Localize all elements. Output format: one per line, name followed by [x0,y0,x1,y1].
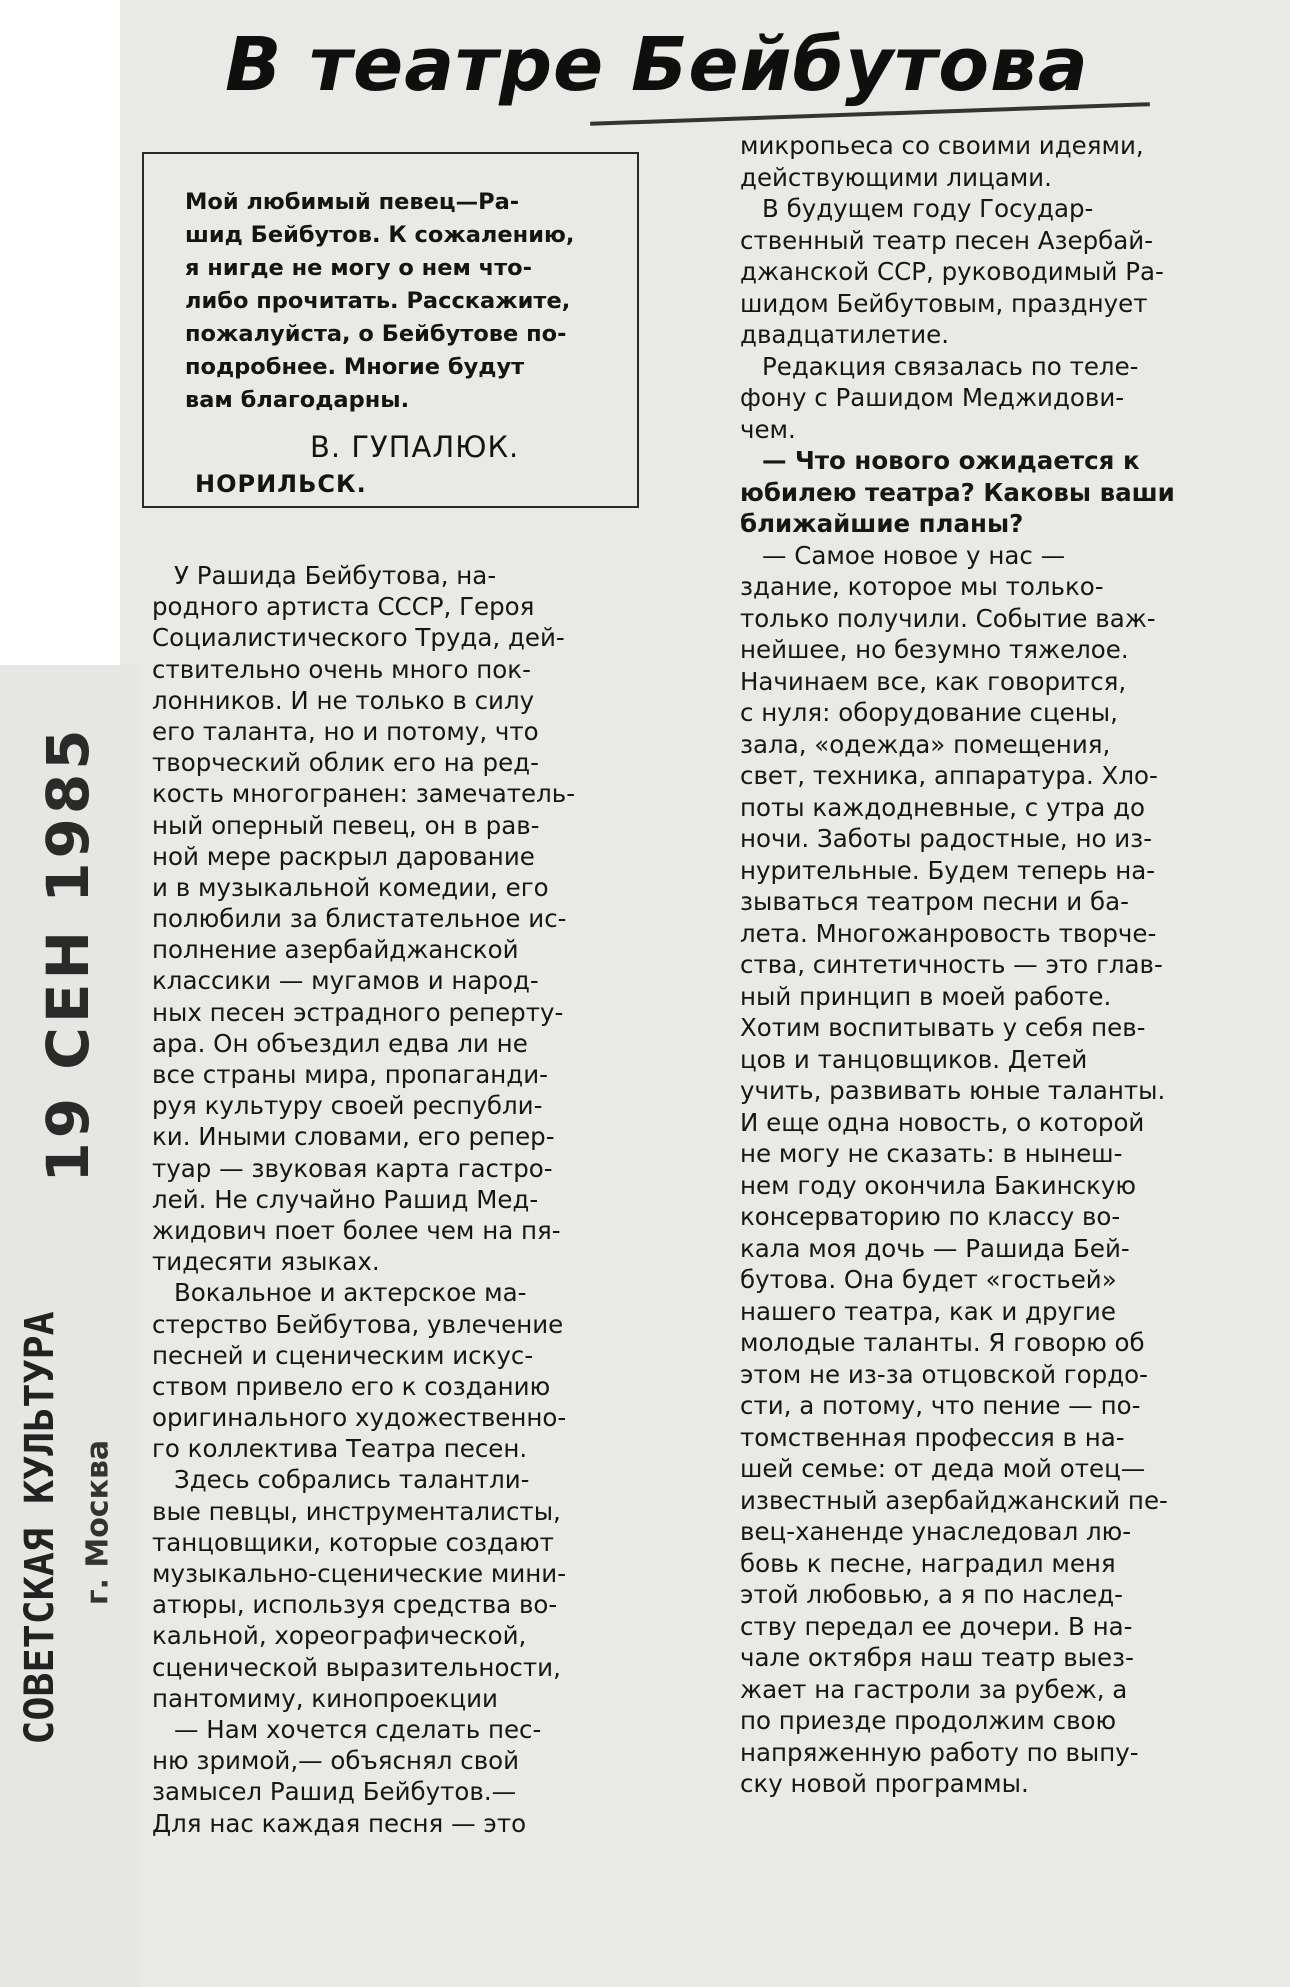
article-line: стерство Бейбутова, увлечение [152,1309,564,1339]
article-line: жает на гастроли за рубеж, а [740,1674,1128,1704]
article-line: У Рашида Бейбутова, на- [174,561,497,590]
article-line: кала моя дочь — Рашида Бей- [740,1233,1130,1263]
article-line: ночи. Заботы радостные, но из- [740,824,1153,853]
article-line: кость многогранен: замечатель- [152,779,576,809]
article-line: творческий облик его на ред- [152,748,539,778]
letter-line: либо прочитать. Расскажите, [185,288,571,314]
article-line: зываться театром песни и ба- [740,887,1129,916]
article-column-left [152,560,657,1839]
article-line: — Нам хочется сделать пес- [174,1714,542,1744]
article-line: только получили. Событие важ- [740,603,1156,633]
article-line: нем году окончила Бакинскую [740,1170,1137,1200]
article-line: музыкально-сценические мини- [152,1559,567,1588]
article-line: пантомиму, кинопроекции [152,1683,498,1713]
article-line: учить, развивать юные таланты. [740,1076,1166,1105]
article-line: сценической выразительности, [152,1652,561,1682]
article-line: полнение азербайджанской [152,935,519,965]
article-line: Вокальное и актерское ма- [174,1278,527,1308]
article-line: бутова. Она будет «гостьей» [740,1265,1117,1294]
article-line: — Самое новое у нас — [762,540,1066,570]
article-line: жидович поет более чем на пя- [152,1215,561,1245]
article-line: Хотим воспитывать у себя пев- [740,1013,1146,1042]
stamp-date: 19 СЕН 1985 [34,725,102,1183]
article-line: напряженную работу по выпу- [740,1737,1139,1767]
article-line: поты каждодневные, с утра до [740,792,1146,822]
article-line: танцовщики, которые создают [152,1527,554,1557]
article-line: фону с Рашидом Меджидови- [740,383,1125,412]
stamp-source: СОВЕТСКАЯ КУЛЬТУРА [17,1311,63,1745]
article-line: ара. Он объездил едва ли не [152,1028,528,1058]
article-line: И еще одна новость, о которой [740,1107,1145,1137]
article-line: не могу не сказать: в нынеш- [740,1139,1123,1168]
article-line: ной мере раскрыл дарование [152,841,535,871]
letter-line: Мой любимый певец—Ра- [185,189,520,215]
letter-city: НОРИЛЬСК. [195,470,367,498]
article-line: Здесь собрались талантли- [174,1465,530,1495]
article-line: ки. Иными словами, его репер- [152,1122,555,1152]
article-line: шей семье: от деда мой отец— [740,1454,1146,1483]
letter-line: я нигде не могу о нем что- [185,255,532,281]
article-line: ственный театр песен Азербай- [740,225,1154,255]
article-line: родного артиста СССР, Героя [152,592,535,622]
article-line: ню зримой,— объяснял свой [152,1746,520,1776]
letter-author: В. ГУПАЛЮК. [310,430,520,464]
article-line: и в музыкальной комедии, его [152,872,549,902]
article-line: ный принцип в моей работе. [740,981,1112,1011]
article-line: свет, техника, аппаратура. Хло- [740,761,1158,790]
article-line: томственная профессия в на- [740,1422,1125,1452]
article-line: песней и сценическим искус- [152,1340,534,1370]
article-line: чем. [740,414,796,444]
article-line: все страны мира, пропаганди- [152,1060,548,1089]
article-line: ствительно очень много пок- [152,654,531,684]
article-line: В будущем году Государ- [762,194,1094,223]
date-stamp [18,690,118,1780]
article-line: нурительные. Будем теперь на- [740,855,1156,885]
article-line: здание, которое мы только- [740,572,1104,601]
article-line: цов и танцовщиков. Детей [740,1044,1088,1074]
letter-line: шид Бейбутов. К сожалению, [185,222,575,248]
article-line: Редакция связалась по теле- [762,351,1139,381]
article-headline: В театре Бейбутова [225,22,1089,108]
article-line: руя культуру своей республи- [152,1091,543,1121]
article-line: этом не из-за отцовской гордо- [740,1359,1148,1389]
article-line: его таланта, но и потому, что [152,716,539,746]
article-line: молодые таланты. Я говорю об [740,1328,1145,1357]
article-line: ску новой программы. [740,1769,1029,1798]
article-line: нейшее, но безумно тяжелое. [740,635,1129,664]
article-line: ства, синтетичность — это глав- [740,950,1163,979]
article-line: зала, «одежда» помещения, [740,729,1111,759]
stamp-city: г. Москва [80,1439,116,1606]
article-line: Для нас каждая песня — это [152,1808,527,1838]
article-line: ством привело его к созданию [152,1371,551,1401]
article-line: шидом Бейбутовым, празднует [740,288,1148,318]
article-line: микропьеса со своими идеями, [740,131,1144,160]
article-line: оригинального художественно- [152,1403,567,1433]
article-column-right [740,130,1260,1800]
article-line: замысел Рашид Бейбутов.— [152,1777,517,1807]
article-line: лета. Многожанровость творче- [740,918,1157,948]
article-line: джанской ССР, руководимый Ра- [740,257,1164,286]
article-line: — Что нового ожидается к [762,446,1140,475]
letter-line: пожалуйста, о Бейбутове по- [185,321,567,347]
article-line: полюбили за блистательное ис- [152,904,567,934]
article-line: ству передал ее дочери. В на- [740,1611,1133,1641]
article-line: го коллектива Театра песен. [152,1434,528,1464]
article-line: сти, а потому, что пение — по- [740,1391,1141,1420]
article-line: лонников. И не только в силу [152,685,535,715]
article-line: туар — звуковая карта гастро- [152,1153,553,1183]
article-line: вые певцы, инструменталисты, [152,1496,561,1526]
article-line: консерваторию по классу во- [740,1202,1121,1231]
article-line: действующими лицами. [740,162,1052,192]
article-line: с нуля: оборудование сцены, [740,698,1118,727]
article-line: по приезде продолжим свою [740,1706,1117,1735]
article-line: Социалистического Труда, дей- [152,623,565,653]
article-line: Начинаем все, как говорится, [740,666,1127,696]
article-line: ближайшие планы? [740,509,1024,538]
reader-letter [185,186,625,417]
article-line: нашего театра, как и другие [740,1296,1116,1326]
article-line: чале октября наш театр выез- [740,1643,1134,1672]
article-line: известный азербайджанский пе- [740,1485,1168,1515]
article-line: вец-ханенде унаследовал лю- [740,1517,1132,1546]
article-line: бовь к песне, наградил меня [740,1548,1116,1578]
article-line: лей. Не случайно Рашид Мед- [152,1184,539,1214]
article-line: атюры, используя средства во- [152,1590,558,1620]
article-line: классики — мугамов и народ- [152,966,539,996]
article-line: кальной, хореографической, [152,1621,527,1651]
article-line: тидесяти языках. [152,1247,380,1277]
article-line: этой любовью, а я по наслед- [740,1580,1124,1609]
article-line: юбилею театра? Каковы ваши [740,477,1175,507]
letter-line: подробнее. Многие будут [185,354,525,380]
letter-line: вам благодарны. [185,387,410,413]
article-line: ных песен эстрадного реперту- [152,997,564,1027]
article-line: ный оперный певец, он в рав- [152,810,540,840]
article-line: двадцатилетие. [740,320,950,349]
